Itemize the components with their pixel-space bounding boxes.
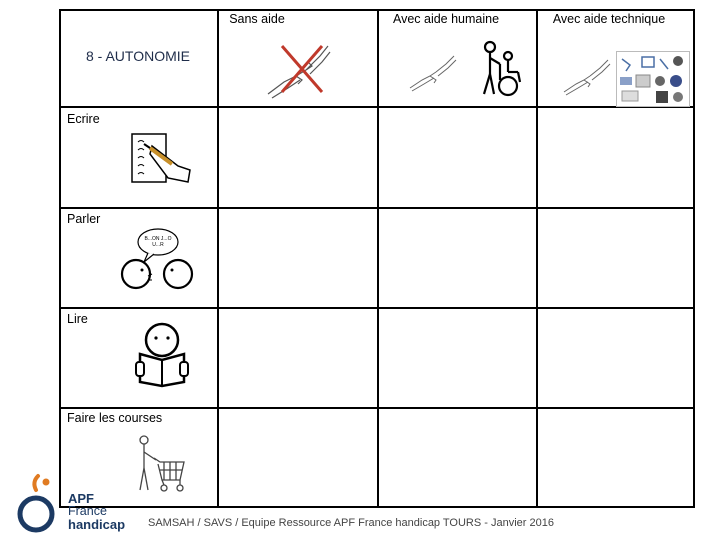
row-label-parler: Parler bbox=[67, 212, 101, 226]
no-help-icon bbox=[262, 36, 334, 100]
logo-line-france: France bbox=[68, 504, 107, 518]
table-border-right bbox=[693, 9, 695, 508]
human-help-hands-icon bbox=[408, 50, 458, 92]
wheelchair-helper-icon bbox=[478, 40, 528, 98]
row-divider-3 bbox=[59, 307, 695, 309]
apf-logo bbox=[16, 470, 126, 536]
row-divider-1 bbox=[59, 106, 695, 108]
row-label-lire: Lire bbox=[67, 312, 88, 326]
writing-icon bbox=[128, 124, 194, 188]
header-sans-aide: Sans aide bbox=[229, 12, 285, 26]
technical-aids-collage-icon bbox=[616, 51, 690, 107]
logo-line-handicap: handicap bbox=[68, 517, 126, 532]
table-border-left bbox=[59, 9, 61, 508]
reading-icon bbox=[132, 320, 192, 390]
row-divider-2 bbox=[59, 207, 695, 209]
apf-logo-mark-icon bbox=[16, 470, 72, 536]
column-divider-3 bbox=[536, 9, 538, 508]
shopping-icon bbox=[134, 434, 190, 496]
footer-text: SAMSAH / SAVS / Equipe Ressource APF France handicap TOURS - Janvier 2016 bbox=[148, 517, 554, 529]
row-label-courses: Faire les courses bbox=[67, 411, 163, 425]
row-label-ecrire: Ecrire bbox=[67, 112, 100, 126]
row-divider-4 bbox=[59, 407, 695, 409]
speech-bubble-text: B...ON J...O U...R bbox=[144, 236, 172, 248]
column-divider-1 bbox=[217, 9, 219, 508]
header-aide-technique: Avec aide technique bbox=[552, 12, 666, 26]
speaking-icon bbox=[118, 224, 198, 300]
column-divider-2 bbox=[377, 9, 379, 508]
section-title: 8 - AUTONOMIE bbox=[86, 48, 190, 64]
header-aide-humaine: Avec aide humaine bbox=[392, 12, 500, 26]
technical-help-hands-icon bbox=[562, 52, 612, 96]
logo-line-apf: APF bbox=[68, 491, 94, 506]
